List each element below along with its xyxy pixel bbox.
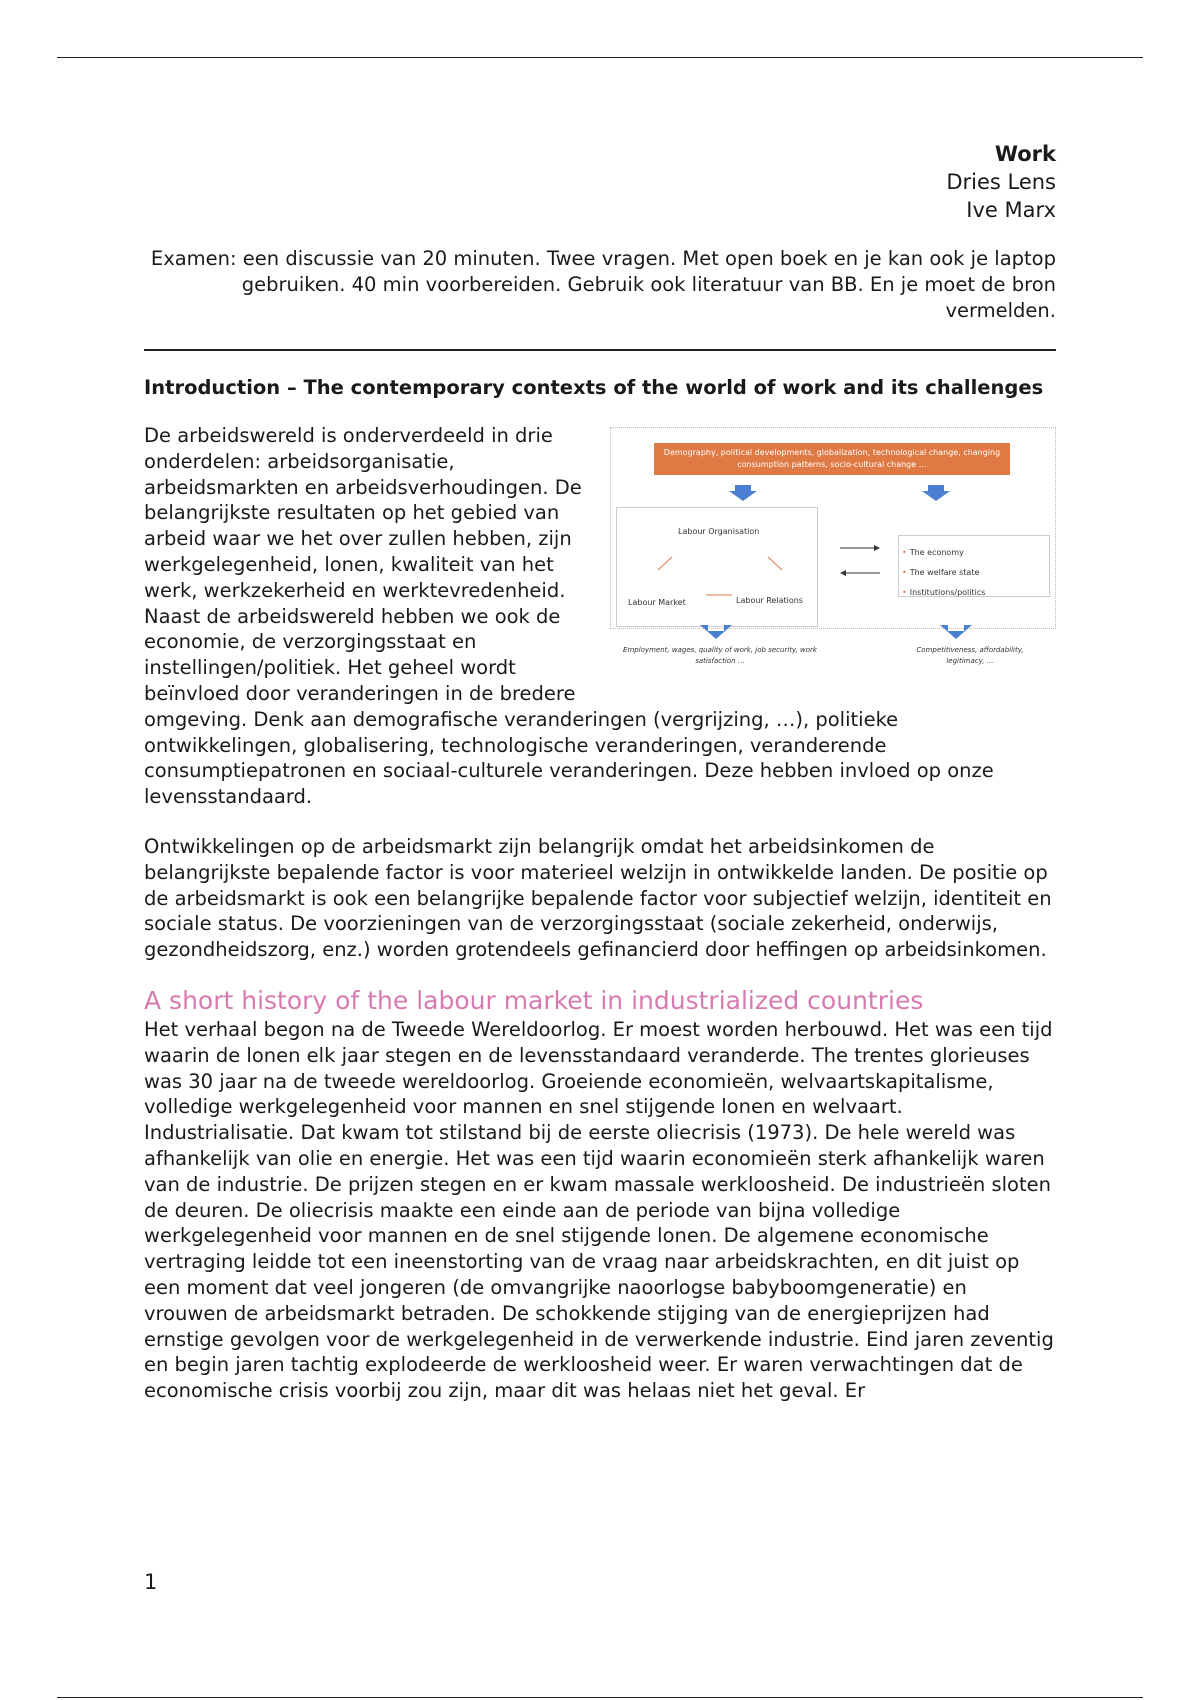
bullet-icon: • xyxy=(902,548,907,557)
intro-paragraph: Ontwikkelingen op de arbeidsmarkt zijn belangrijk omdat het arbeidsinkomen de belangrijkste bepalende factor is voor materieel welzijn in ontwikkelde landen. De positie op de arbeidsmarkt is ook een belangrijke bepalende factor voor subjectief welzijn, identiteit en sociale status. De voorzieningen van de verzorgingsstaat (sociale zekerheid, onderwijs, gezondheidszorg, enz.) worden grotendeels gefinancierd door heffingen op arbeidsinkomen. xyxy=(144,834,1052,962)
down-arrow-icon xyxy=(729,485,757,501)
down-arrow-icon xyxy=(700,625,732,639)
section-divider xyxy=(144,349,1056,351)
bullet-icon: • xyxy=(902,568,907,577)
down-arrow-icon xyxy=(922,485,950,501)
world-of-work-diagram xyxy=(610,427,1056,677)
bullet-icon: • xyxy=(902,588,907,597)
left-arrow-head-icon xyxy=(840,570,846,576)
diagram-list-label: Institutions/politics xyxy=(909,588,986,597)
diagram-list-label: The economy xyxy=(909,548,964,557)
author-name: Ive Marx xyxy=(966,198,1056,222)
document-body xyxy=(144,140,1056,1404)
diagram-outcome-society: Competitiveness, affordability, legitimacy, … xyxy=(916,646,1024,665)
diagram-list-item xyxy=(902,580,985,606)
diagram-outcome-work: Employment, wages, quality of work, job security, work satisfaction … xyxy=(623,646,817,665)
intro-paragraph-block xyxy=(144,423,1056,810)
author-name: Dries Lens xyxy=(946,170,1056,194)
intro-heading: Introduction – The contemporary contexts of the world of work and its challenges xyxy=(144,376,1044,399)
page-number: 1 xyxy=(144,1570,158,1594)
top-rule xyxy=(57,57,1143,58)
down-arrow-icon xyxy=(940,625,972,639)
link-line-icon xyxy=(768,557,782,570)
diagram-context-banner: Demography, political developments, globalization, technological change, changing consumption patterns, socio-cultural change … xyxy=(654,443,1010,475)
right-arrow-head-icon xyxy=(874,545,880,551)
diagram-label-labour-market: Labour Market xyxy=(628,598,686,607)
exam-note: Examen: een discussie van 20 minuten. Twee vragen. Met open boek en je kan ook je laptop gebruiken. 40 min voorbereiden. Gebruik ook literatuur van BB. En je moet de bron vermelden. xyxy=(150,247,1056,322)
bottom-rule xyxy=(57,1697,1143,1698)
document-header xyxy=(144,140,1056,224)
diagram-list-label: The welfare state xyxy=(909,568,980,577)
document-title: Work xyxy=(994,142,1056,166)
link-line-icon xyxy=(658,557,672,570)
intro-paragraph: De arbeidswereld is onderverdeeld in drie onderdelen: arbeidsorganisatie, arbeidsmarkten en arbeidsverhoudingen. De belangrijkste resultaten op het gebied van arbeid waar we het over zullen hebben, zijn werkgelegenheid, lonen, kwaliteit van het werk, werkzekerheid en werktevredenheid. Naast de arbeidswereld hebben we ook de economie, de verzorgingsstaat en instellingen/politiek. Het geheel wordt beïnvloed door veranderingen in de bredere omgeving. Denk aan demografische veranderingen (vergrijzing, …), politieke ontwikkelingen, globalisering, technologische veranderingen, veranderende consumptiepatronen en sociaal-culturele veranderingen. Deze hebben invloed op onze levensstandaard. xyxy=(144,424,994,809)
diagram-arrows xyxy=(610,427,1056,677)
diagram-label-labour-organisation: Labour Organisation xyxy=(678,527,760,536)
history-heading: A short history of the labour market in industrialized countries xyxy=(144,985,924,1015)
history-paragraph: Het verhaal begon na de Tweede Wereldoorlog. Er moest worden herbouwd. Het was een tijd waarin de lonen elk jaar stegen en de levensstandaard veranderde. The trentes glorieuses was 30 jaar na de tweede wereldoorlog. Groeiende economieën, welvaartskapitalisme, volledige werkgelegenheid voor mannen en snel stijgende lonen en welvaart. Industrialisatie. Dat kwam tot stilstand bij de eerste oliecrisis (1973). De hele wereld was afhankelijk van olie en energie. Het was een tijd waarin economieën sterk afhankelijk waren van de industrie. De prijzen stegen en er kwam massale werkloosheid. De industrieën sloten de deuren. De oliecrisis maakte een einde aan de periode van bijna volledige werkgelegenheid voor mannen en de snel stijgende lonen. De algemene economische vertraging leidde tot een ineenstorting van de vraag naar arbeidskrachten, en dit juist op een moment dat veel jongeren (de omvangrijke naoorlogse babyboomgeneratie) en vrouwen de arbeidsmarkt betraden. De schokkende stijging van de energieprijzen had ernstige gevolgen voor de werkgelegenheid in de verwerkende industrie. Eind jaren zeventig en begin jaren tachtig explodeerde de werkloosheid weer. Er waren verwachtingen dat de economische crisis voorbij zou zijn, maar dit was helaas niet het geval. Er xyxy=(144,1017,1054,1403)
diagram-label-labour-relations: Labour Relations xyxy=(736,596,803,605)
